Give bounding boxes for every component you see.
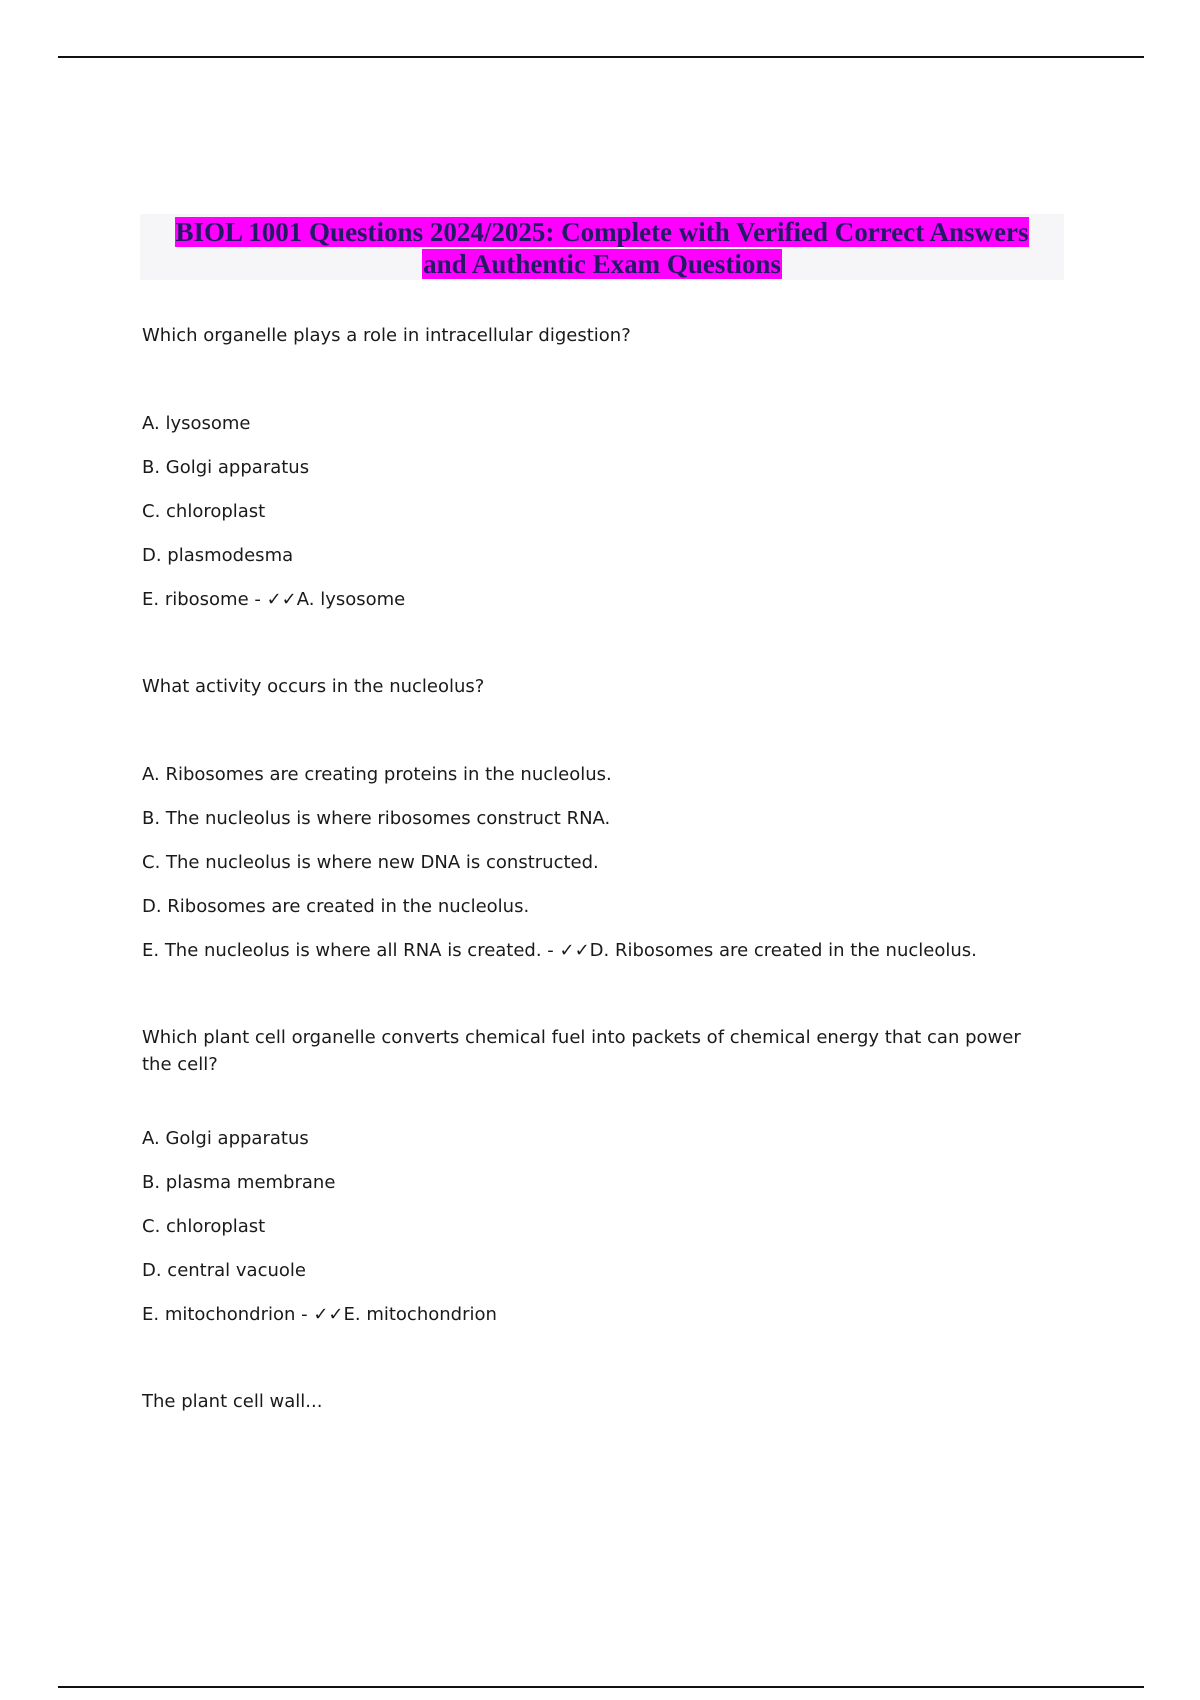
footer-rule	[58, 1686, 1144, 1688]
answer-option-a: A. lysosome	[142, 413, 251, 434]
answer-option-a: A. Golgi apparatus	[142, 1128, 309, 1149]
title-banner	[140, 214, 1064, 280]
answer-option-e-with-key: E. The nucleolus is where all RNA is created. - ✓✓D. Ribosomes are created in the nucleolus.	[142, 940, 977, 961]
document-title	[140, 214, 1064, 280]
question-text: What activity occurs in the nucleolus?	[142, 676, 485, 697]
header-rule	[58, 56, 1144, 58]
answer-option-c: C. The nucleolus is where new DNA is constructed.	[142, 852, 599, 873]
answer-option-b: B. Golgi apparatus	[142, 457, 310, 478]
question-text: Which plant cell organelle converts chemical fuel into packets of chemical energy that can power the cell?	[142, 1027, 1021, 1075]
answer-option-d: D. Ribosomes are created in the nucleolus.	[142, 896, 530, 917]
answer-option-b: B. plasma membrane	[142, 1172, 336, 1193]
title-line-1: BIOL 1001 Questions 2024/2025: Complete with Verified Correct Answers	[175, 217, 1029, 247]
question-block-3	[142, 1024, 1042, 1328]
question-block-2	[142, 673, 1042, 964]
answer-option-d: D. plasmodesma	[142, 545, 294, 566]
answer-option-b: B. The nucleolus is where ribosomes construct RNA.	[142, 808, 611, 829]
answer-option-d: D. central vacuole	[142, 1260, 306, 1281]
title-line-2: and Authentic Exam Questions	[423, 249, 781, 279]
answer-option-c: C. chloroplast	[142, 501, 266, 522]
answer-option-c: C. chloroplast	[142, 1216, 266, 1237]
question-list	[142, 322, 1042, 1415]
answer-option-e-with-key: E. ribosome - ✓✓A. lysosome	[142, 589, 406, 610]
question-block-4	[142, 1388, 1042, 1415]
question-block-1	[142, 322, 1042, 613]
question-text: The plant cell wall...	[142, 1391, 323, 1412]
answer-option-e-with-key: E. mitochondrion - ✓✓E. mitochondrion	[142, 1304, 497, 1325]
question-text: Which organelle plays a role in intracellular digestion?	[142, 325, 631, 346]
answer-option-a: A. Ribosomes are creating proteins in the nucleolus.	[142, 764, 612, 785]
